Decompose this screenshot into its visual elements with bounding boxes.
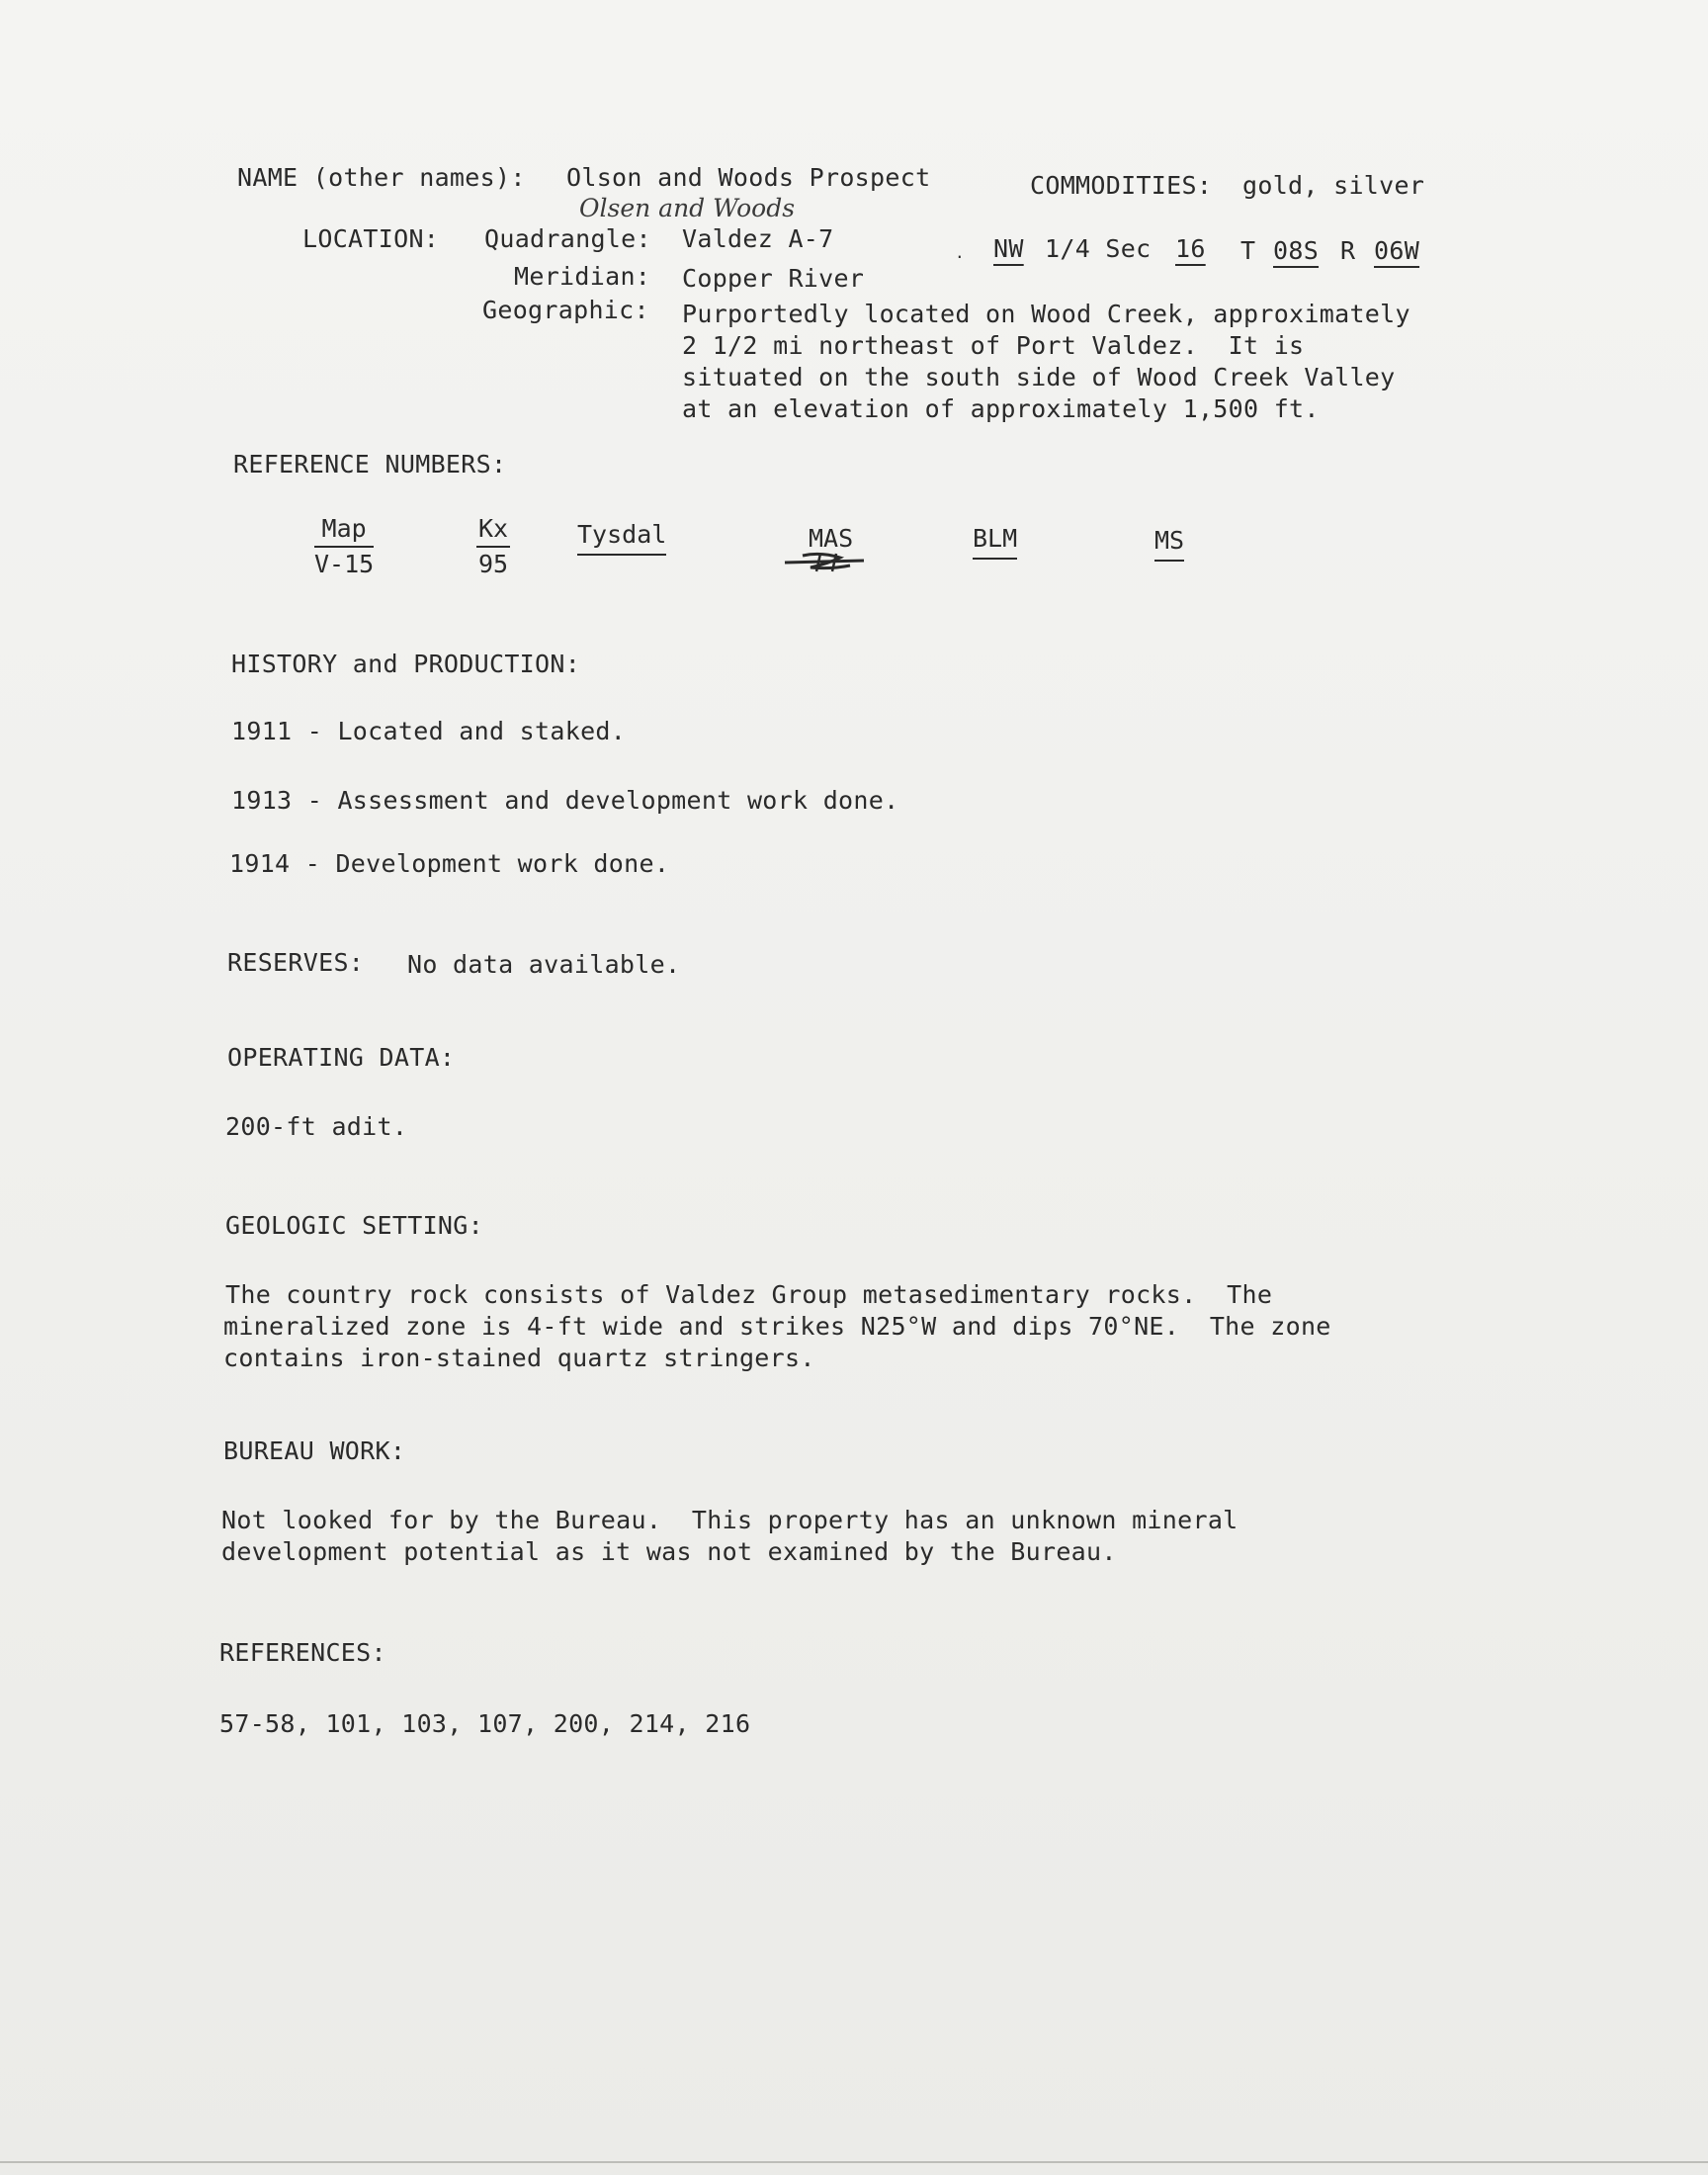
geologic-line: contains iron-stained quartz stringers.	[223, 1344, 815, 1372]
mas-scribble-mark	[781, 550, 870, 575]
quadrangle-label: Quadrangle:	[484, 224, 651, 253]
commodities-label: COMMODITIES:	[1030, 171, 1213, 200]
meridian-label: Meridian:	[514, 262, 651, 291]
operating-heading: OPERATING DATA:	[227, 1043, 456, 1072]
geographic-line: 2 1/2 mi northeast of Port Valdez. It is	[682, 331, 1305, 360]
geologic-heading: GEOLOGIC SETTING:	[225, 1211, 483, 1240]
bureau-line: Not looked for by the Bureau. This property has an unknown mineral	[221, 1506, 1238, 1534]
quadrangle-value: Valdez A-7	[682, 224, 834, 253]
history-entry: 1914 - Development work done.	[229, 849, 670, 878]
bureau-line: development potential as it was not examined by the Bureau.	[221, 1537, 1117, 1566]
geographic-line: Purportedly located on Wood Creek, approximately	[682, 300, 1410, 328]
ms-label: MS	[1154, 526, 1184, 562]
geographic-label: Geographic:	[482, 296, 649, 324]
operating-text: 200-ft adit.	[225, 1112, 408, 1141]
map-label: Map	[314, 514, 374, 548]
location-dot: .	[955, 243, 965, 262]
reserves-value: No data available.	[407, 950, 681, 979]
history-entry: 1913 - Assessment and development work done.	[231, 786, 899, 815]
kx-value: 95	[478, 550, 509, 578]
tysdal-label: Tysdal	[577, 520, 666, 556]
history-entry: 1911 - Located and staked.	[231, 717, 627, 745]
kx-label: Kx	[476, 514, 510, 548]
references-heading: REFERENCES:	[219, 1638, 386, 1667]
page-bottom-edge	[0, 2161, 1708, 2163]
geographic-line: at an elevation of approximately 1,500 ft.	[682, 394, 1320, 423]
geologic-line: mineralized zone is 4-ft wide and strikes N25°W and dips 70°NE. The zone	[223, 1312, 1331, 1341]
section-value: 16	[1175, 234, 1206, 263]
reserves-label: RESERVES:	[227, 948, 365, 977]
map-fraction	[314, 514, 374, 579]
kx-fraction	[476, 514, 510, 579]
name-label: NAME (other names):	[237, 163, 526, 192]
location-label: LOCATION:	[302, 224, 440, 253]
commodities-value: gold, silver	[1242, 171, 1425, 200]
name-value: Olson and Woods Prospect	[566, 163, 931, 192]
history-heading: HISTORY and PRODUCTION:	[231, 650, 581, 678]
blm-label: BLM	[973, 524, 1017, 560]
meridian-value: Copper River	[682, 264, 865, 293]
township-value: 08S	[1273, 236, 1320, 265]
quarter-text: 1/4 Sec	[1045, 234, 1152, 263]
range-value: 06W	[1374, 236, 1420, 265]
geologic-line: The country rock consists of Valdez Group metasedimentary rocks. The	[225, 1280, 1273, 1309]
range-label: R	[1340, 236, 1356, 265]
geographic-line: situated on the south side of Wood Creek Valley	[682, 363, 1396, 392]
reference-numbers-heading: REFERENCE NUMBERS:	[233, 450, 507, 478]
mas-label: MAS	[809, 524, 854, 553]
quarter-value: NW	[993, 234, 1024, 263]
township-label: T	[1240, 236, 1256, 265]
bureau-heading: BUREAU WORK:	[223, 1436, 406, 1465]
map-value: V-15	[314, 550, 375, 578]
handwritten-alt-name: Olsen and Woods	[579, 194, 796, 222]
references-text: 57-58, 101, 103, 107, 200, 214, 216	[219, 1709, 751, 1738]
